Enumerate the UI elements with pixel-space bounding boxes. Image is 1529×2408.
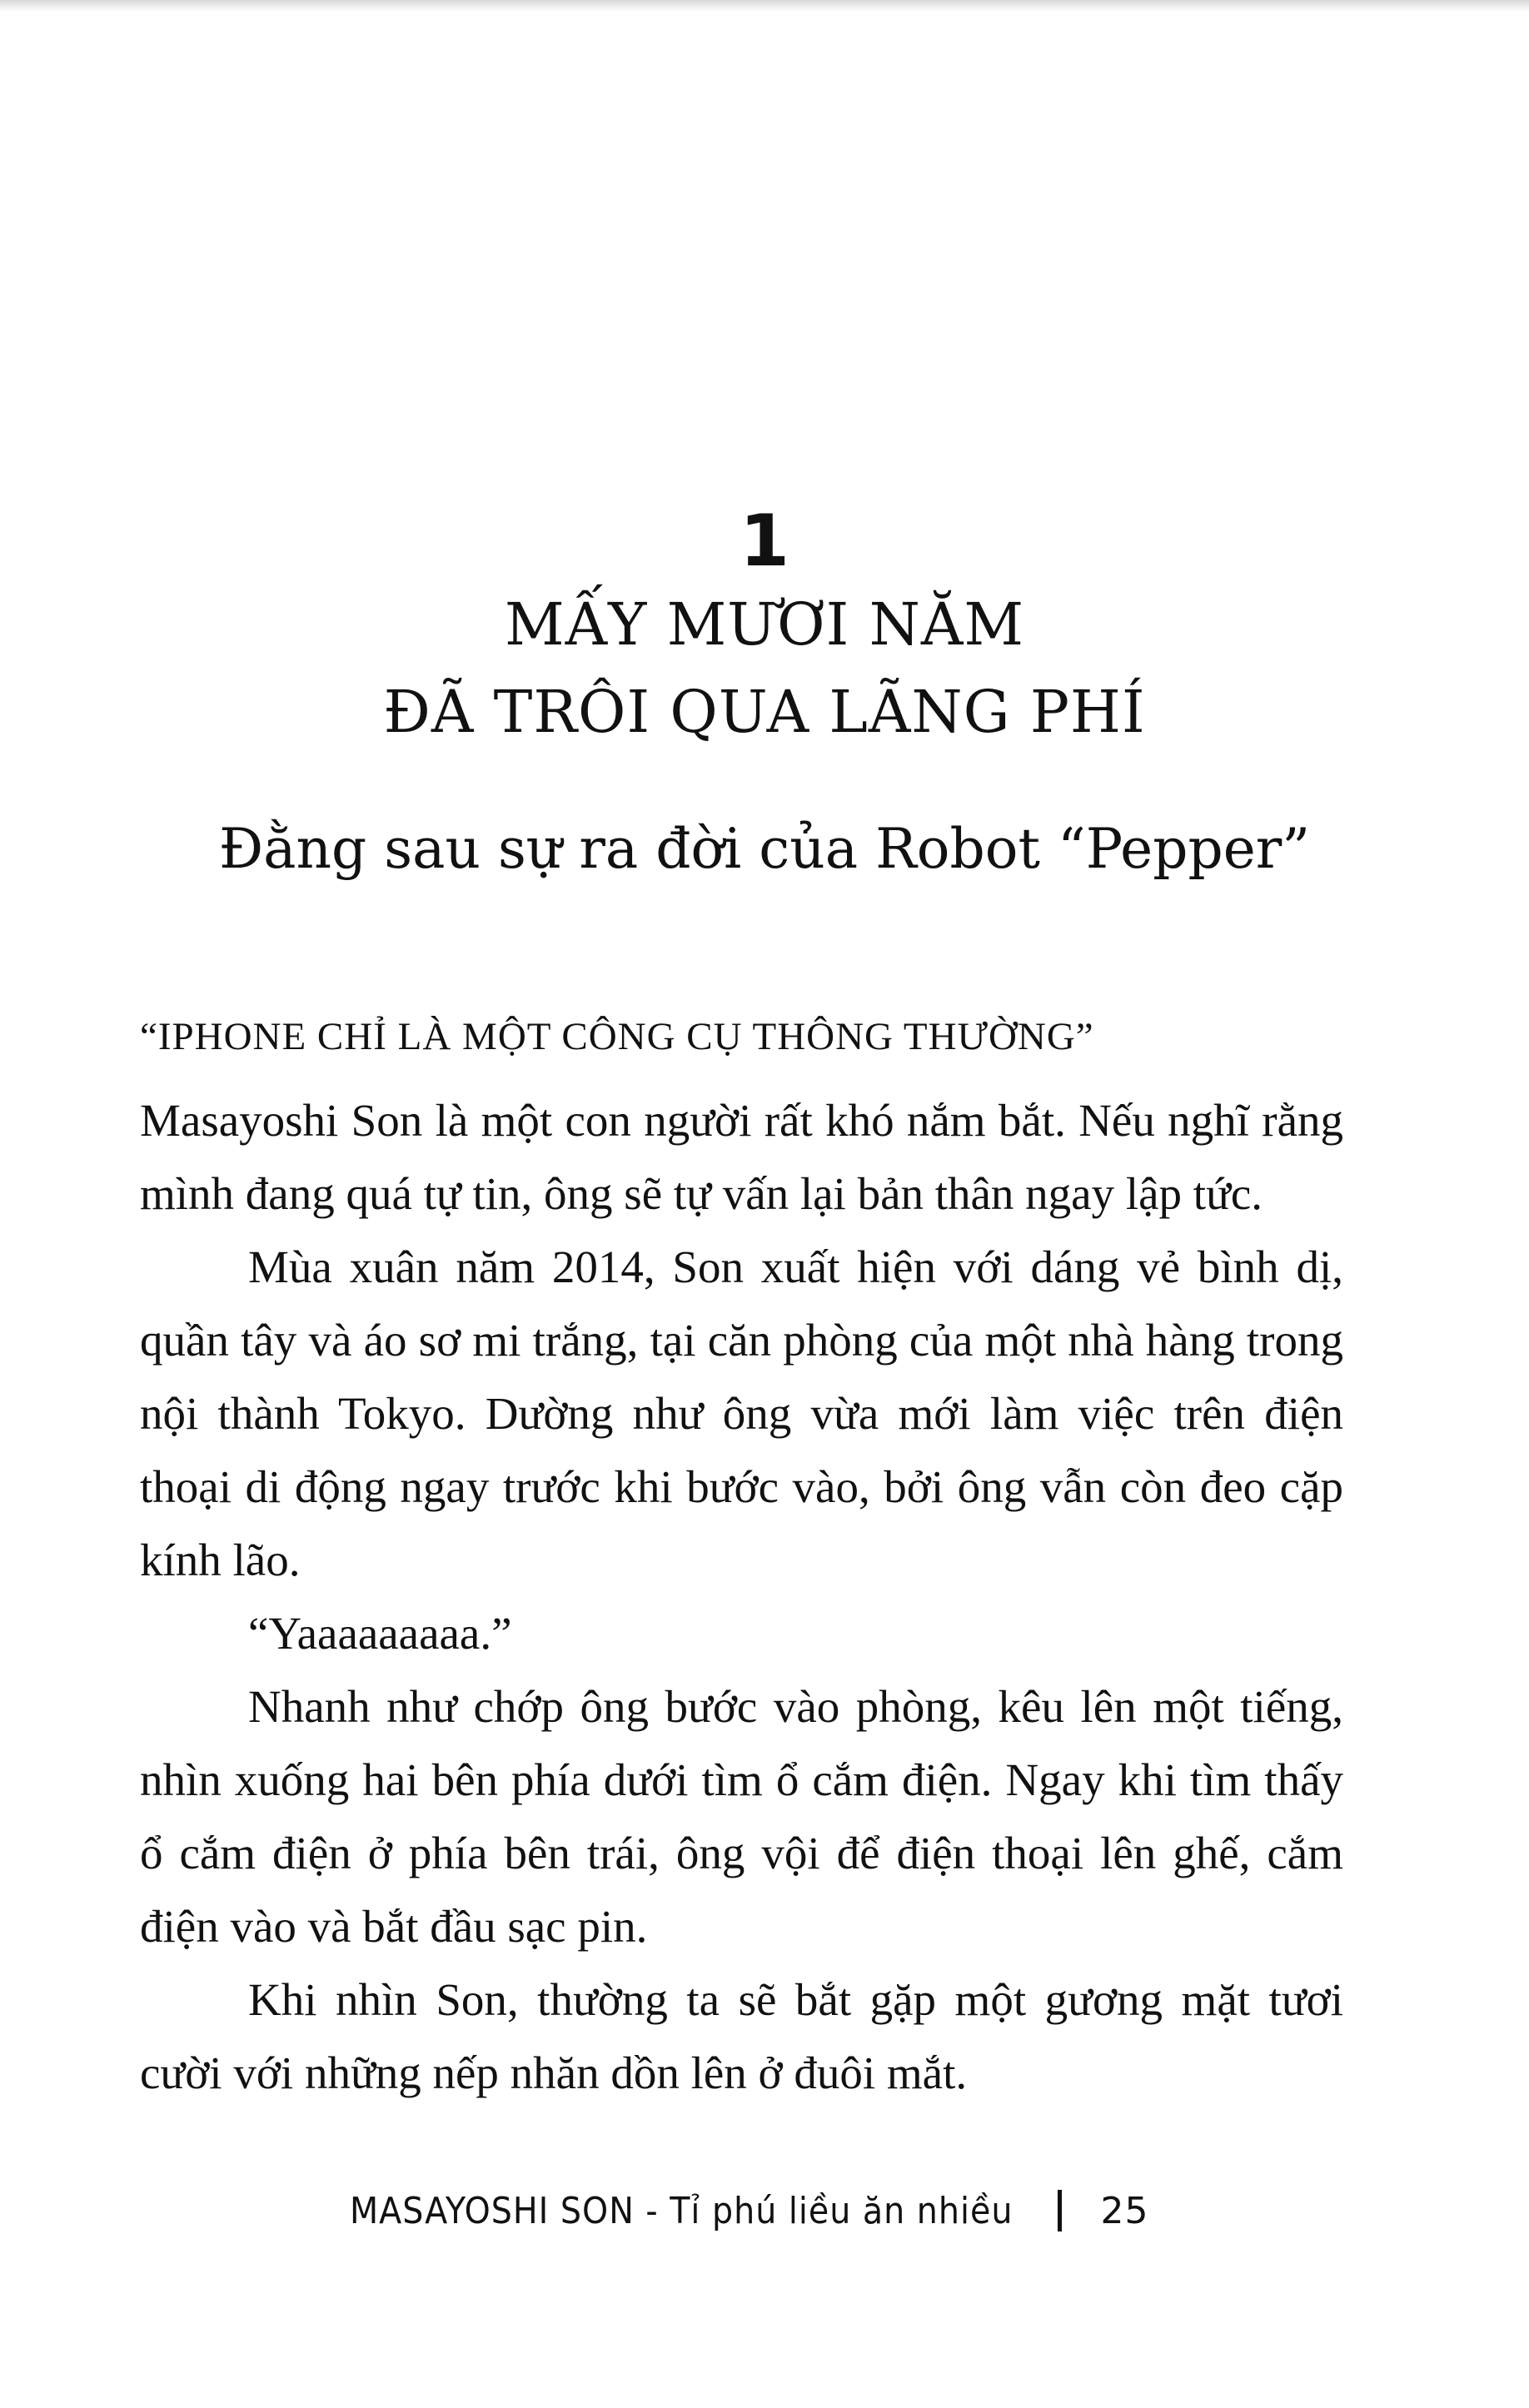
body-text — [140, 1084, 1343, 2110]
chapter-title-line-1: MẤY MƯƠI NĂM — [504, 590, 1025, 659]
chapter-number: 1 — [740, 500, 789, 583]
paragraph-5: Khi nhìn Son, thường ta sẽ bắt gặp một gương mặt tươi cười với những nếp nhăn dồn lên ở đuôi mắt. — [140, 1974, 1343, 2098]
chapter-title-line-2: ĐÃ TRÔI QUA LÃNG PHÍ — [383, 678, 1146, 746]
paragraph-3: “Yaaaaaaaaa.” — [248, 1608, 512, 1659]
paragraph-1: Masayoshi Son là một con người rất khó nắm bắt. Nếu nghĩ rằng mình đang quá tự tin, ông sẽ tự vấn lại bản thân ngay lập tức. — [140, 1095, 1343, 1219]
scan-top-edge — [0, 0, 1529, 12]
page-number: 25 — [1100, 2189, 1149, 2232]
paragraph-4: Nhanh như chớp ông bước vào phòng, kêu lên một tiếng, nhìn xuống hai bên phía dưới tìm ổ cắm điện. Ngay khi tìm thấy ổ cắm điện ở phía bên trái, ông vội để điện thoại lên ghế, cắm điện vào và bắt đầu sạc pin. — [140, 1681, 1343, 1952]
chapter-subtitle: Đằng sau sự ra đời của Robot “Pepper” — [218, 817, 1311, 881]
section-heading: “IPHONE CHỈ LÀ MỘT CÔNG CỤ THÔNG THƯỜNG” — [140, 1015, 1094, 1058]
paragraph-2: Mùa xuân năm 2014, Son xuất hiện với dáng vẻ bình dị, quần tây và áo sơ mi trắng, tại căn phòng của một nhà hàng trong nội thành Tokyo. Dường như ông vừa mới làm việc trên điện thoại di động ngay trước khi bước vào, bởi ông vẫn còn đeo cặp kính lão. — [140, 1241, 1343, 1585]
page-footer — [350, 2182, 1148, 2240]
footer-separator — [1058, 2190, 1062, 2231]
footer-book-title: MASAYOSHI SON - Tỉ phú liều ăn nhiều — [350, 2189, 1014, 2232]
